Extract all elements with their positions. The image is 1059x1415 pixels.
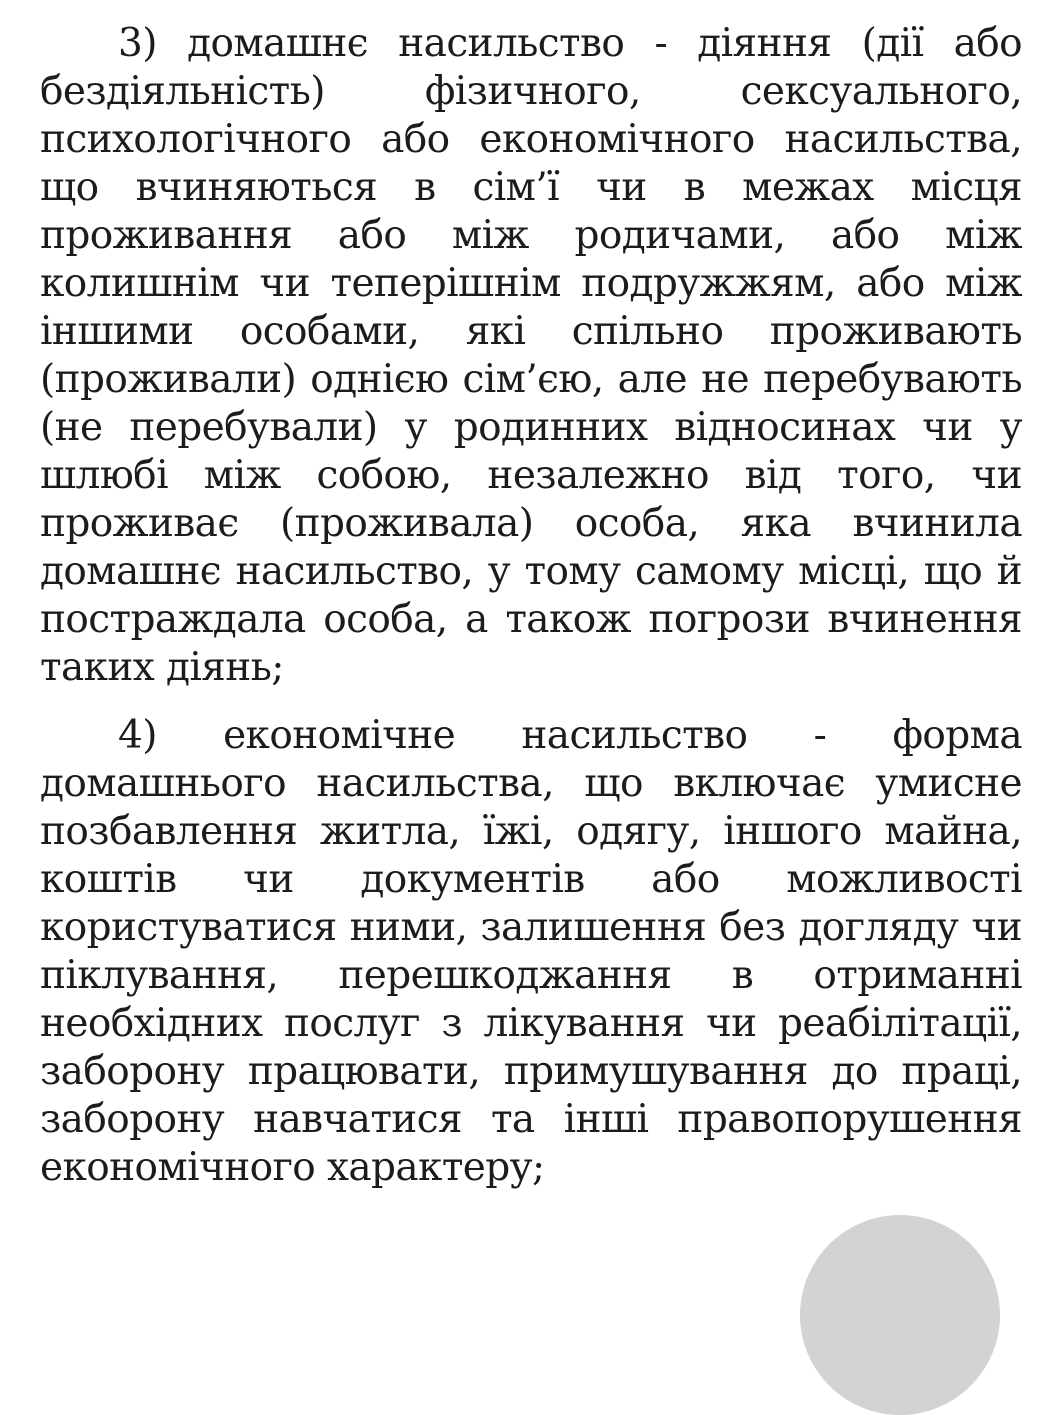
paragraph-economic-violence: 4) економічне насильство - форма домашнього насильства, що включає умисне позбавлення житла, їжі, одягу, іншого майна, коштів чи документів або можливості користуватися ними, залишення без догляду чи піклування, перешкоджання в отриманні необхідних послуг з лікування чи реабілітації, заборону працювати, примушування до праці, заборону навчатися та інші правопорушення економічного характеру; — [40, 713, 1022, 1190]
document-body — [40, 20, 1022, 1192]
paragraph-domestic-violence: 3) домашнє насильство - діяння (дії або бездіяльність) фізичного, сексуального, психологічного або економічного насильства, що вчиняються в сім’ї чи в межах місця проживання або між родичами, або між колишнім чи теперішнім подружжям, або між іншими особами, які спільно проживають (проживали) однією сім’єю, але не перебувають (не перебували) у родинних відносинах чи у шлюбі між собою, незалежно від того, чи проживає (проживала) особа, яка вчинила домашнє насильство, у тому самому місці, що й постраждала особа, а також погрози вчинення таких діянь; — [40, 21, 1022, 690]
floating-action-button[interactable] — [800, 1215, 1000, 1415]
